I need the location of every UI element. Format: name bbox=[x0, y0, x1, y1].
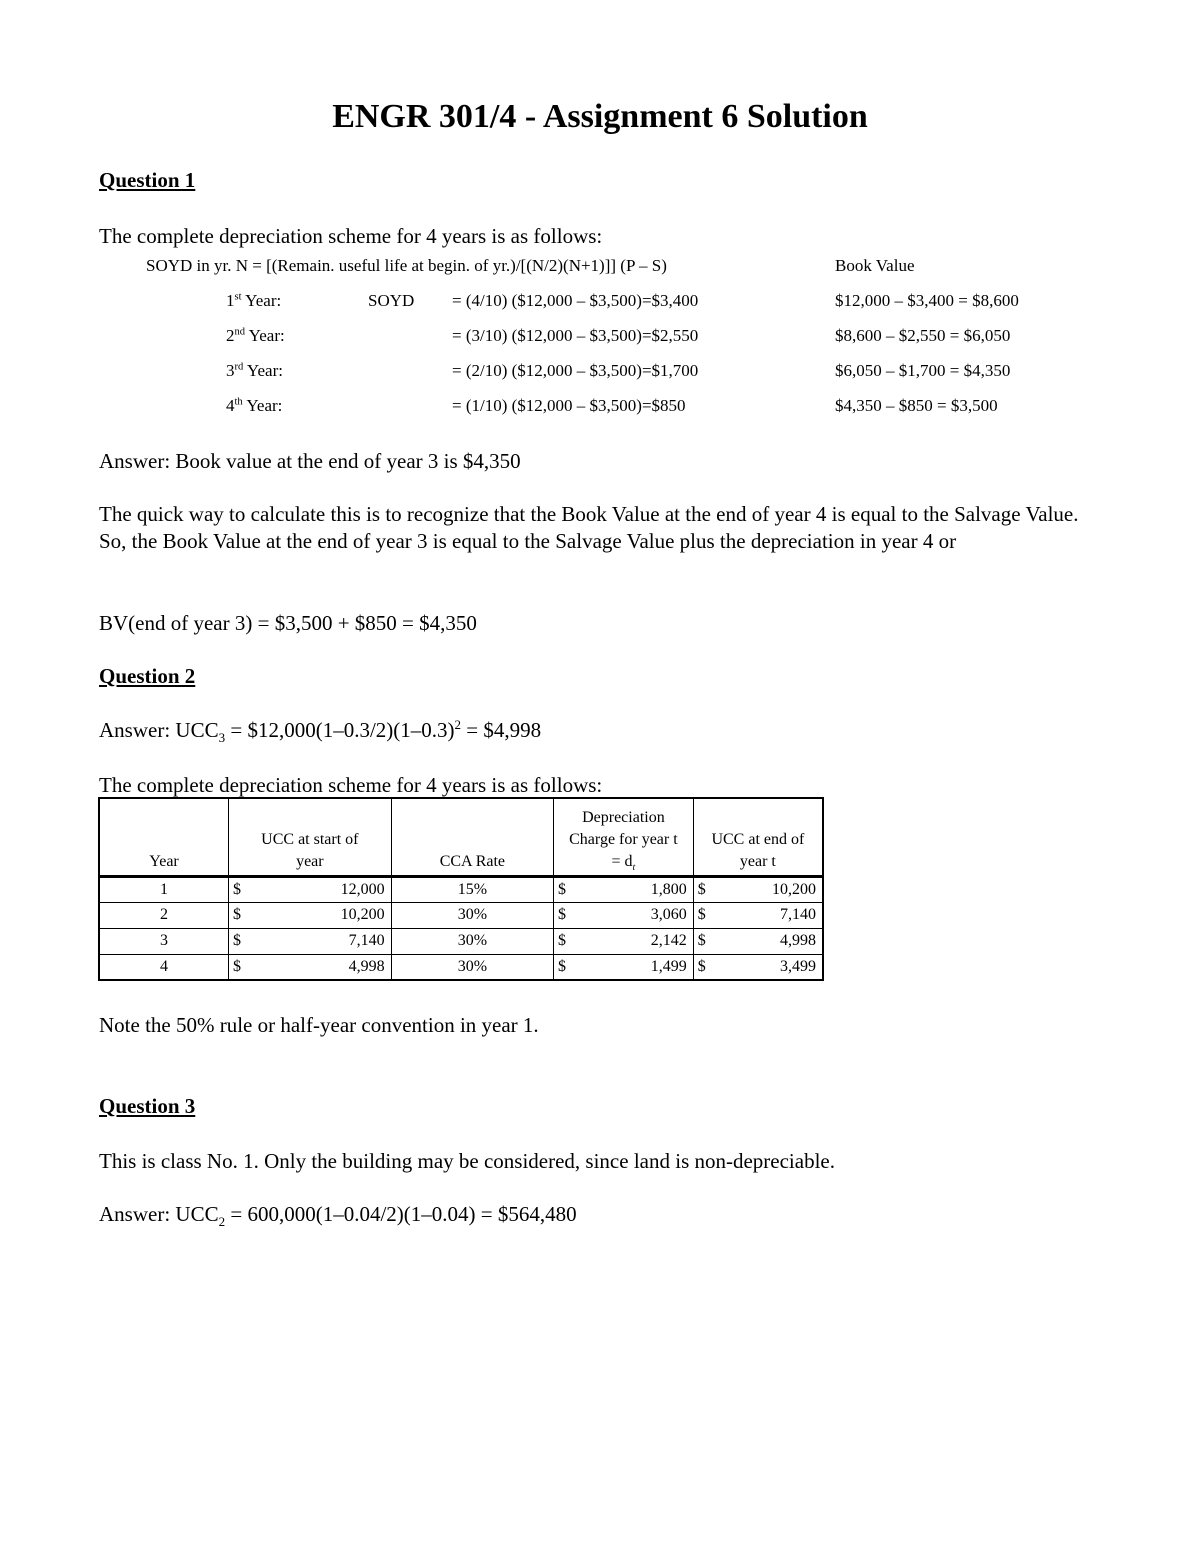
header-ucc-start: UCC at start of year bbox=[229, 798, 392, 876]
cell-year: 2 bbox=[99, 902, 229, 928]
cell-ucc-end bbox=[693, 902, 823, 928]
cell-rate: 15% bbox=[391, 876, 553, 902]
soyd-year-label bbox=[226, 326, 285, 346]
q1-explanation: The quick way to calculate this is to recognize that the Book Value at the end of year 4 is equal to the Salvage Value. So, the Book Value at the end of year 3 is equal to the Salvage Value plus the depreciation in year 4 or bbox=[99, 502, 1079, 553]
bv-equation: BV(end of year 3) = $3,500 + $850 = $4,350 bbox=[99, 611, 477, 635]
currency-symbol: $ bbox=[233, 880, 242, 898]
q2-intro: The complete depreciation scheme for 4 years is as follows: bbox=[99, 773, 603, 797]
soyd-year-label bbox=[226, 361, 283, 381]
currency-symbol: $ bbox=[233, 957, 242, 975]
year-word: Year: bbox=[246, 396, 283, 415]
book-value-header: Book Value bbox=[835, 256, 915, 275]
cell-value: 3,499 bbox=[780, 957, 816, 975]
cell-value: 1,800 bbox=[650, 880, 687, 898]
table-row bbox=[99, 928, 823, 954]
soyd-calculation: = (3/10) ($12,000 – $3,500)=$2,550 bbox=[452, 326, 699, 345]
book-value-calculation: $12,000 – $3,400 = $8,600 bbox=[835, 291, 1019, 310]
header-year: Year bbox=[99, 798, 229, 876]
currency-symbol: $ bbox=[558, 906, 567, 923]
currency-symbol: $ bbox=[558, 957, 567, 975]
q3-answer-subscript: 2 bbox=[218, 1214, 226, 1230]
cell-depreciation bbox=[554, 902, 694, 928]
currency-symbol: $ bbox=[697, 957, 706, 975]
q2-answer-exponent: 2 bbox=[454, 717, 462, 732]
book-value-calculation: $4,350 – $850 = $3,500 bbox=[835, 396, 998, 415]
cell-value: 12,000 bbox=[340, 880, 385, 898]
year-number: 4 bbox=[226, 396, 235, 415]
cell-year: 3 bbox=[99, 928, 229, 954]
currency-symbol: $ bbox=[233, 906, 242, 923]
year-ordinal: rd bbox=[234, 361, 244, 373]
year-ordinal: th bbox=[234, 396, 243, 408]
cell-depreciation bbox=[554, 928, 694, 954]
q3-answer bbox=[99, 1201, 577, 1228]
cell-year: 1 bbox=[99, 876, 229, 902]
header-depreciation-line3 bbox=[554, 851, 693, 873]
cell-ucc-end bbox=[693, 876, 823, 902]
q3-answer-prefix: Answer: UCC bbox=[99, 1202, 219, 1226]
year-word: Year: bbox=[245, 291, 282, 310]
cca-table bbox=[98, 797, 824, 981]
cell-value: 10,200 bbox=[772, 880, 816, 898]
header-depreciation-line2: Charge for year t bbox=[569, 830, 678, 848]
soyd-method: SOYD bbox=[368, 291, 415, 310]
header-depreciation-line1: Depreciation bbox=[582, 808, 665, 826]
year-number: 2 bbox=[226, 326, 235, 345]
q1-intro: The complete depreciation scheme for 4 years is as follows: bbox=[99, 224, 603, 248]
header-depreciation-symbol: = d bbox=[611, 852, 633, 870]
cell-rate: 30% bbox=[391, 928, 553, 954]
q2-answer-result: = $4,998 bbox=[461, 718, 542, 742]
cell-value: 4,998 bbox=[780, 932, 816, 949]
q2-answer bbox=[99, 717, 541, 744]
cell-ucc-start bbox=[229, 928, 392, 954]
cell-value: 10,200 bbox=[340, 906, 385, 923]
cell-year: 4 bbox=[99, 954, 229, 980]
header-ucc-end: UCC at end of year t bbox=[693, 798, 823, 876]
q3-text: This is class No. 1. Only the building may be considered, since land is non-depreciable. bbox=[99, 1149, 835, 1173]
cell-ucc-end bbox=[693, 928, 823, 954]
cell-rate: 30% bbox=[391, 954, 553, 980]
header-depreciation-subscript: t bbox=[632, 861, 636, 873]
soyd-calculation: = (4/10) ($12,000 – $3,500)=$3,400 bbox=[452, 291, 699, 310]
currency-symbol: $ bbox=[697, 880, 706, 898]
cell-ucc-start bbox=[229, 902, 392, 928]
year-ordinal: st bbox=[234, 291, 242, 303]
cell-value: 4,998 bbox=[348, 957, 385, 975]
q2-note: Note the 50% rule or half-year convention in year 1. bbox=[99, 1013, 539, 1037]
year-word: Year: bbox=[246, 361, 283, 380]
cell-value: 7,140 bbox=[780, 906, 816, 923]
year-ordinal: nd bbox=[234, 326, 246, 338]
cell-depreciation bbox=[554, 876, 694, 902]
cell-value: 2,142 bbox=[650, 932, 687, 949]
soyd-formula: SOYD in yr. N = [(Remain. useful life at begin. of yr.)/[(N/2)(N+1)]] (P – S) bbox=[146, 256, 667, 275]
page-title: ENGR 301/4 - Assignment 6 Solution bbox=[332, 98, 868, 135]
soyd-year-label bbox=[226, 291, 281, 311]
question-2-heading: Question 2 bbox=[99, 664, 196, 688]
book-value-calculation: $6,050 – $1,700 = $4,350 bbox=[835, 361, 1011, 380]
header-cca-rate: CCA Rate bbox=[391, 798, 553, 876]
cell-rate: 30% bbox=[391, 902, 553, 928]
currency-symbol: $ bbox=[697, 932, 706, 949]
cell-value: 7,140 bbox=[348, 932, 385, 949]
year-number: 3 bbox=[226, 361, 235, 380]
table-header-row bbox=[99, 798, 823, 876]
q2-answer-subscript: 3 bbox=[218, 730, 226, 746]
soyd-calculation: = (1/10) ($12,000 – $3,500)=$850 bbox=[452, 396, 686, 415]
question-3-heading: Question 3 bbox=[99, 1094, 196, 1118]
currency-symbol: $ bbox=[233, 932, 242, 949]
book-value-calculation: $8,600 – $2,550 = $6,050 bbox=[835, 326, 1011, 345]
q1-answer: Answer: Book value at the end of year 3 is $4,350 bbox=[99, 449, 521, 473]
currency-symbol: $ bbox=[558, 932, 567, 949]
soyd-year-label bbox=[226, 396, 282, 416]
header-depreciation bbox=[554, 798, 694, 876]
cell-value: 1,499 bbox=[650, 957, 687, 975]
table-row bbox=[99, 876, 823, 902]
cell-ucc-start bbox=[229, 954, 392, 980]
cell-ucc-start bbox=[229, 876, 392, 902]
currency-symbol: $ bbox=[697, 906, 706, 923]
year-word: Year: bbox=[248, 326, 285, 345]
year-number: 1 bbox=[226, 291, 235, 310]
question-1-heading: Question 1 bbox=[99, 168, 196, 192]
currency-symbol: $ bbox=[558, 880, 567, 898]
soyd-calculation: = (2/10) ($12,000 – $3,500)=$1,700 bbox=[452, 361, 699, 380]
cell-value: 3,060 bbox=[650, 906, 687, 923]
q2-answer-formula: = $12,000(1–0.3/2)(1–0.3) bbox=[225, 718, 455, 742]
table-row bbox=[99, 902, 823, 928]
table-row bbox=[99, 954, 823, 980]
q3-answer-result: = 600,000(1–0.04/2)(1–0.04) = $564,480 bbox=[225, 1202, 577, 1226]
cell-ucc-end bbox=[693, 954, 823, 980]
cell-depreciation bbox=[554, 954, 694, 980]
q2-answer-prefix: Answer: UCC bbox=[99, 718, 219, 742]
